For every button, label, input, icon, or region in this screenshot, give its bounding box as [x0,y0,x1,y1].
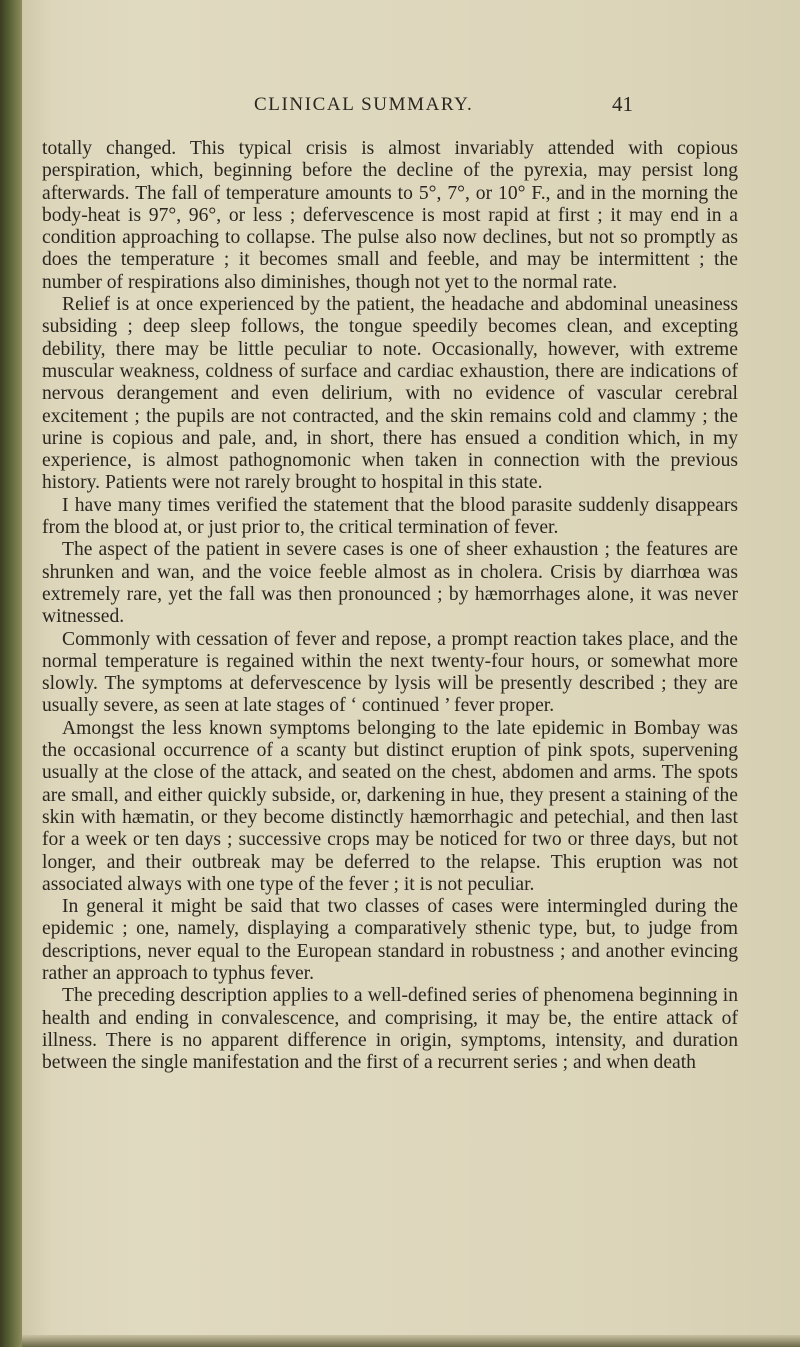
paragraph-2: Relief is at once experienced by the patient, the headache and abdominal uneasiness subsiding ; deep sleep follows, the tongue speedily becomes clean, and excepting debility, there may be little peculiar to note. Occasionally, however, with extreme muscular weakness, coldness of surface and cardiac exhaustion, there are indications of nervous derangement and even delirium, with no evidence of vascular cerebral excitement ; the pupils are not contracted, and the skin remains cold and clammy ; the urine is copious and pale, and, in short, there has ensued a condition which, in my experience, is almost pathognomonic when taken in connection with the previous history. Patients were not rarely brought to hospital in this state. [42,294,738,494]
body-text [42,138,738,1074]
page-number: 41 [612,92,633,116]
paragraph-3: I have many times verified the statement that the blood parasite suddenly disappears from the blood at, or just prior to, the critical termination of fever. [42,494,738,539]
page-header [22,94,800,120]
paragraph-4: The aspect of the patient in severe cases is one of sheer exhaustion ; the features are shrunken and wan, and the voice feeble almost as in cholera. Crisis by diarrhœa was extremely rare, yet the fall was then pronounced ; by hæmorrhages alone, it was never witnessed. [42,539,738,628]
page-bottom-edge [22,1335,800,1347]
paragraph-5: Commonly with cessation of fever and repose, a prompt reaction takes place, and the normal temperature is regained within the next twenty-four hours, or somewhat more slowly. The symptoms at defervescence by lysis will be presently described ; they are usually severe, as seen at late stages of ‘ continued ’ fever proper. [42,628,738,717]
paragraph-6: Amongst the less known symptoms belonging to the late epidemic in Bombay was the occasional occurrence of a scanty but distinct eruption of pink spots, supervening usually at the close of the attack, and seated on the chest, abdomen and arms. The spots are small, and either quickly subside, or, darkening in hue, they present a staining of the skin with hæmatin, or they become distinctly hæmorrhagic and petechial, and then last for a week or ten days ; successive crops may be noticed for two or three days, but not longer, and their outbreak may be deferred to the relapse. This eruption was not associated always with one type of the fever ; it is not peculiar. [42,717,738,895]
paragraph-1: totally changed. This typical crisis is almost invariably attended with copious perspiration, which, beginning before the decline of the pyrexia, may persist long afterwards. The fall of temperature amounts to 5°, 7°, or 10° F., and in the morning the body-heat is 97°, 96°, or less ; defervescence is most rapid at first ; it may end in a condition approaching to collapse. The pulse also now declines, but not so promptly as does the temperature ; it becomes small and feeble, and may be intermittent ; the number of respirations also diminishes, though not yet to the normal rate. [42,138,738,293]
running-head: CLINICAL SUMMARY. [254,94,474,115]
paragraph-7: In general it might be said that two classes of cases were intermingled during the epidemic ; one, namely, displaying a comparatively sthenic type, but, to judge from descriptions, never equal to the European standard in robustness ; and another evincing rather an approach to typhus fever. [42,896,738,984]
paragraph-8: The preceding description applies to a well-defined series of phenomena beginning in health and ending in convalescence, and comprising, it may be, the entire attack of illness. There is no apparent difference in origin, symptoms, intensity, and duration between the single manifestation and the first of a recurrent series ; and when death [42,985,738,1074]
